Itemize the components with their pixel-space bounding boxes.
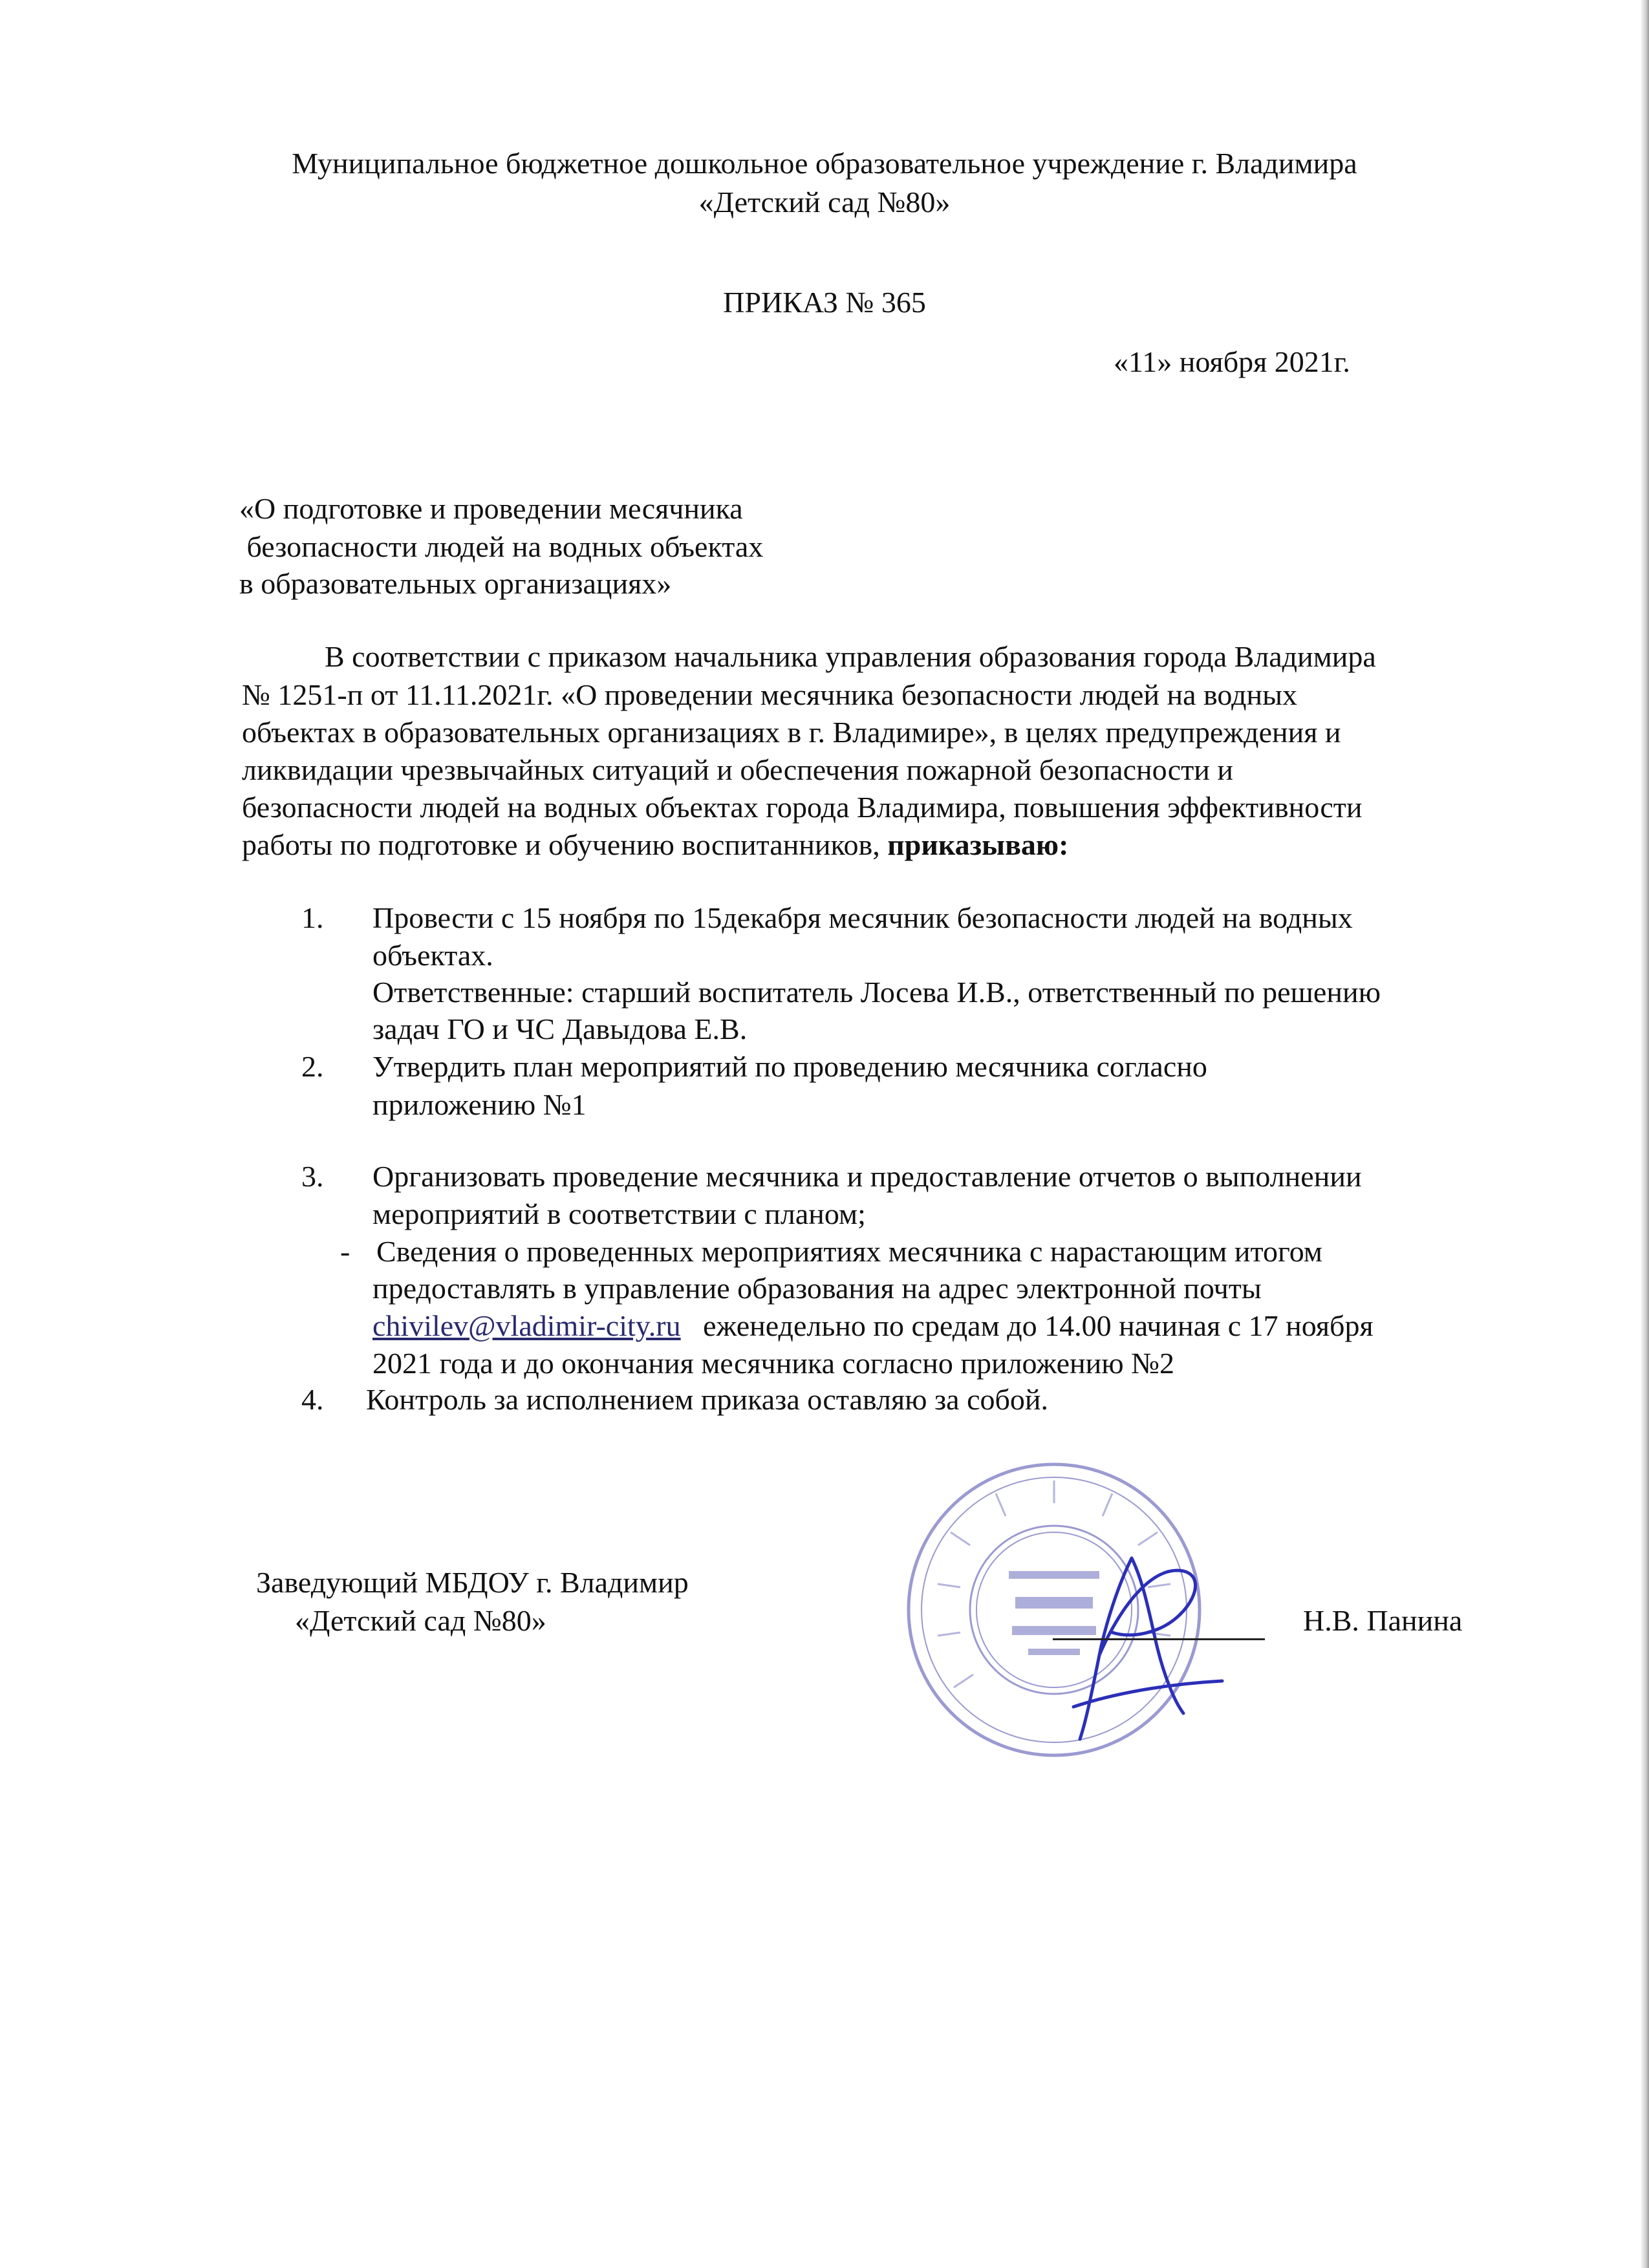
sub-item-line2: предоставлять в управление образования на адрес электронной почты	[372, 1272, 1262, 1305]
preamble-line6-text: работы по подготовке и обучению воспитанников,	[242, 828, 888, 861]
preamble-line6	[242, 830, 1068, 860]
preamble-line5: безопасности людей на водных объектах города Владимира, повышения эффективности	[242, 791, 1363, 824]
subject-line2: безопасности людей на водных объектах	[239, 530, 764, 563]
item-2-number: 2.	[301, 1050, 324, 1083]
sub-item-line4: 2021 года и до окончания месячника согласно приложению №2	[372, 1347, 1174, 1380]
item-1-number: 1.	[301, 901, 324, 934]
item-1-line4: задач ГО и ЧС Давыдова Е.В.	[372, 1012, 748, 1045]
subject-line3: в образовательных организациях»	[239, 567, 672, 600]
preamble-line2: № 1251-п от 11.11.2021г. «О проведении месячника безопасности людей на водных	[242, 678, 1298, 711]
order-title: ПРИКАЗ № 365	[723, 286, 926, 319]
order-verb: приказываю:	[887, 828, 1069, 861]
signature-line	[1053, 1638, 1265, 1640]
sub-item-line3	[372, 1311, 1374, 1341]
email-link[interactable]: chivilev@vladimir-city.ru	[372, 1309, 681, 1342]
item-4-line1: Контроль за исполнением приказа оставляю за собой.	[366, 1383, 1049, 1416]
preamble-line4: ликвидации чрезвычайных ситуаций и обеспечения пожарной безопасности и	[242, 753, 1234, 786]
sub-item-dash: -	[340, 1235, 350, 1268]
handwritten-signature	[1061, 1545, 1229, 1752]
item-1-line2: объектах.	[372, 939, 493, 972]
sub-item-line3-rest: еженедельно по средам до 14.00 начиная с 17 ноября	[680, 1309, 1374, 1342]
item-3-number: 3.	[301, 1160, 324, 1193]
signatory-position-line2: «Детский сад №80»	[295, 1604, 546, 1637]
org-name-line2: «Детский сад №80»	[698, 186, 951, 219]
item-3-line2: мероприятий в соответствии с планом;	[372, 1197, 866, 1230]
preamble-line3: объектах в образовательных организациях в г. Владимире», в целях предупреждения и	[242, 716, 1341, 749]
item-2-line2: приложению №1	[372, 1088, 587, 1121]
preamble-line1: В соответствии с приказом начальника управления образования города Владимира	[325, 640, 1376, 673]
subject-line1: «О подготовке и проведении месячника	[239, 492, 743, 525]
item-1-line1: Провести с 15 ноября по 15декабря месячник безопасности людей на водных	[372, 901, 1353, 934]
item-1-line3: Ответственные: старший воспитатель Лосева И.В., ответственный по решению	[372, 976, 1381, 1009]
signatory-name: Н.В. Панина	[1303, 1604, 1463, 1637]
item-4-number: 4.	[301, 1383, 324, 1416]
scan-edge	[1641, 0, 1649, 2268]
signatory-position-line1: Заведующий МБДОУ г. Владимир	[256, 1566, 689, 1599]
org-name-line1: Муниципальное бюджетное дошкольное образовательное учреждение г. Владимира	[292, 147, 1357, 180]
order-date: «11» ноября 2021г.	[1114, 345, 1350, 378]
item-2-line1: Утвердить план мероприятий по проведению месячника согласно	[372, 1050, 1207, 1083]
item-3-line1: Организовать проведение месячника и предоставление отчетов о выполнении	[372, 1160, 1362, 1193]
sub-item-line1: Сведения о проведенных мероприятиях месячника с нарастающим итогом	[376, 1235, 1322, 1268]
